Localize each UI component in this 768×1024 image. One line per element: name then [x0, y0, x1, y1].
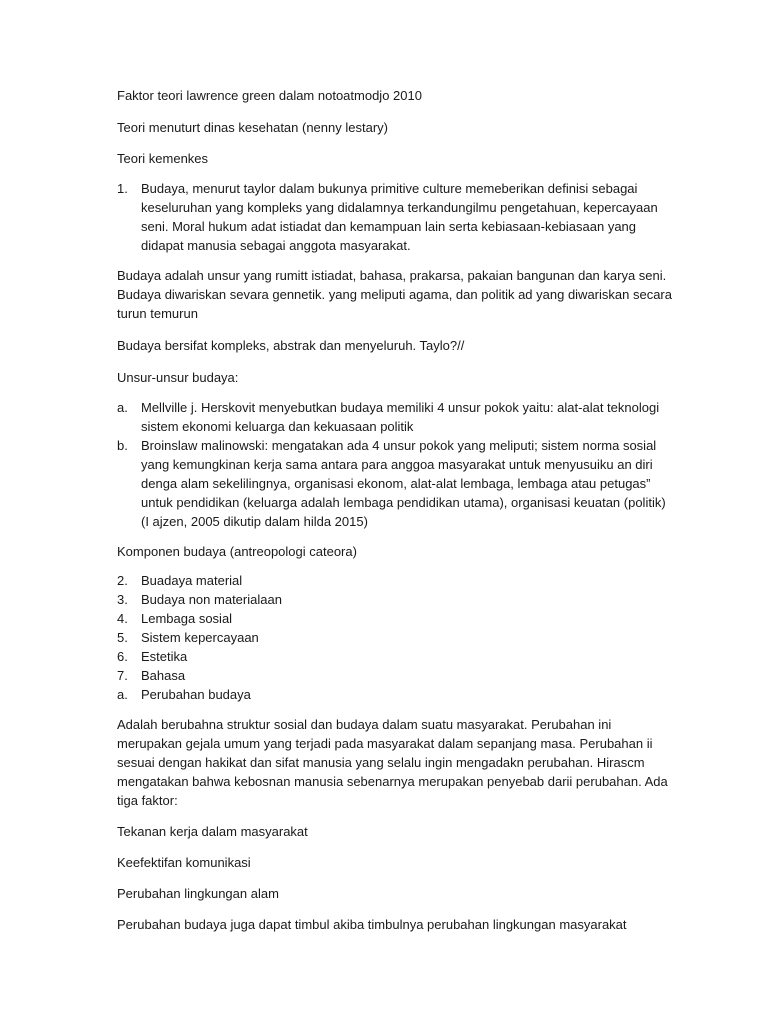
list-item: [117, 571, 677, 590]
list-marker: a.: [117, 687, 128, 702]
list-item: [117, 628, 677, 647]
list-marker: 6.: [117, 649, 128, 664]
list-marker: 3.: [117, 592, 128, 607]
list-item-text: Perubahan budaya: [141, 687, 251, 702]
list-marker: 4.: [117, 611, 128, 626]
paragraph-unsur-heading: Unsur-unsur budaya:: [117, 370, 239, 385]
list-item: [117, 590, 677, 609]
list-item: [117, 666, 677, 685]
list-item-text: Sistem kepercayaan: [141, 630, 259, 645]
list-item-text: Bahasa: [141, 668, 186, 683]
paragraph-tekanan-kerja: Tekanan kerja dalam masyarakat: [117, 824, 308, 839]
numbered-list-komponen: [117, 571, 677, 704]
paragraph-keefektifan: Keefektifan komunikasi: [117, 855, 251, 870]
paragraph-perubahan-definisi: Adalah berubahna struktur sosial dan budaya dalam suatu masyarakat. Perubahan ini merupakan gejala umum yang terjadi pada masyarakat dalam sepanjang masa. Perubahan ii sesuai dengan hakikat dan sifat manusia yang selalu ingin mengadakn perubahan. Hirascm mengatakan bahwa kebosnan manusia sebenarnya merupakan penyebab darii perubahan. Ada tiga faktor:: [117, 717, 668, 808]
paragraph-budaya-bersifat: Budaya bersifat kompleks, abstrak dan menyeluruh. Taylo?//: [117, 338, 465, 353]
list-item-text: Budaya non materialaan: [141, 592, 282, 607]
paragraph-perubahan-budaya: Perubahan budaya juga dapat timbul akiba timbulnya perubahan lingkungan masyarakat: [117, 917, 627, 932]
list-item-text: Budaya, menurut taylor dalam bukunya primitive culture memeberikan definisi sebagai keseluruhan yang kompleks yang didalamnya terkandungilmu pengetahuan, kepercayaan seni. Moral hukum adat istiadat dan kemampuan lain serta kebiasaan-kebiasaan yang didapat manusia sebagai anggota masyarakat.: [141, 181, 658, 253]
paragraph-komponen-heading: Komponen budaya (antreopologi cateora): [117, 544, 357, 559]
paragraph-teori-dinas: Teori menuturt dinas kesehatan (nenny lestary): [117, 120, 388, 135]
paragraph-faktor-teori: Faktor teori lawrence green dalam notoatmodjo 2010: [117, 88, 422, 103]
list-item: [117, 685, 677, 704]
list-item: [117, 609, 677, 628]
numbered-list-budaya: [117, 179, 677, 255]
lettered-list-unsur: [117, 398, 677, 531]
paragraph-lingkungan-alam: Perubahan lingkungan alam: [117, 886, 279, 901]
list-item-text: Broinslaw malinowski: mengatakan ada 4 unsur pokok yang meliputi; sistem norma sosial yang kemungkinan kerja sama antara para anggoa masyarakat untuk menyusuiku an diri denga alam sekelilingnya, organisasi ekonom, alat-alat lembaga, lembaga atau petugas” untuk pendidikan (keluarga adalah lembaga pendidikan utama), organisasi keuatan (politik) (I ajzen, 2005 dikutip dalam hilda 2015): [141, 438, 666, 529]
list-marker: 2.: [117, 573, 128, 588]
list-item-text: Buadaya material: [141, 573, 243, 588]
list-marker: b.: [117, 438, 128, 453]
list-marker: 7.: [117, 668, 128, 683]
paragraph-teori-kemenkes: Teori kemenkes: [117, 151, 209, 166]
list-item: [117, 398, 677, 436]
list-item-text: Lembaga sosial: [141, 611, 233, 626]
list-marker: a.: [117, 400, 128, 415]
list-item-text: Estetika: [141, 649, 188, 664]
list-item: [117, 436, 677, 531]
list-marker: 1.: [117, 181, 128, 196]
list-item: [117, 647, 677, 666]
list-item: [117, 179, 677, 255]
list-marker: 5.: [117, 630, 128, 645]
paragraph-budaya-adalah: Budaya adalah unsur yang rumitt istiadat, bahasa, prakarsa, pakaian bangunan dan karya seni. Budaya diwariskan sevara gennetik. yang meliputi agama, dan politik ad yang diwariskan secara turun temurun: [117, 268, 672, 321]
list-item-text: Mellville j. Herskovit menyebutkan budaya memiliki 4 unsur pokok yaitu: alat-alat teknologi sistem ekonomi keluarga dan kekuasaan politik: [141, 400, 660, 434]
